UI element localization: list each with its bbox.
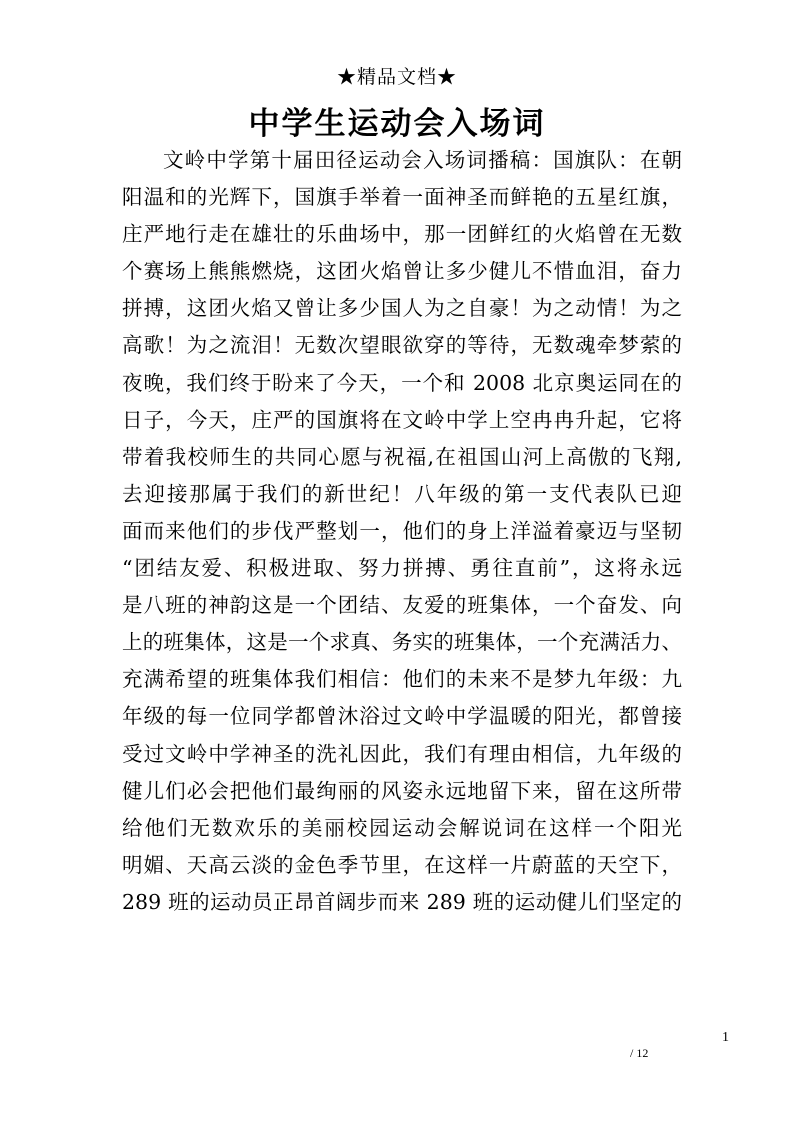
body-line: 高歌！为之流泪！无数次望眼欲穿的等待，无数魂牵梦萦的 bbox=[122, 333, 682, 358]
body-line: 受过文岭中学神圣的洗礼因此，我们有理由相信，九年级的 bbox=[122, 741, 682, 766]
body-line: 年级的每一位同学都曾沐浴过文岭中学温暖的阳光，都曾接 bbox=[122, 704, 682, 729]
body-line: 带着我校师生的共同心愿与祝福,在祖国山河上高傲的飞翔, bbox=[122, 444, 682, 469]
body-line: 文岭中学第十届田径运动会入场词播稿：国旗队：在朝 bbox=[163, 148, 682, 172]
body-line: 面而来他们的步伐严整划一，他们的身上洋溢着豪迈与坚韧 bbox=[122, 518, 682, 543]
body-line: 是八班的神韵这是一个团结、友爱的班集体，一个奋发、向 bbox=[122, 593, 682, 618]
body-line: 庄严地行走在雄壮的乐曲场中，那一团鲜红的火焰曾在无数 bbox=[122, 222, 682, 247]
body-line: 夜晚，我们终于盼来了今天，一个和 2008 北京奥运同在的 bbox=[122, 370, 682, 395]
body-line: 健儿们必会把他们最绚丽的风姿永远地留下来，留在这所带 bbox=[122, 778, 682, 803]
body-line: 拼搏，这团火焰又曾让多少国人为之自豪！为之动情！为之 bbox=[122, 296, 682, 321]
document-header: ★精品文档★ bbox=[336, 66, 457, 88]
page-number: 1 bbox=[722, 1030, 729, 1045]
body-line: 日子，今天，庄严的国旗将在文岭中学上空冉冉升起，它将 bbox=[122, 407, 682, 432]
body-line: 阳温和的光辉下，国旗手举着一面神圣而鲜艳的五星红旗， bbox=[122, 185, 682, 210]
body-line: 充满希望的班集体我们相信：他们的未来不是梦九年级：九 bbox=[122, 667, 682, 692]
body-line: 去迎接那属于我们的新世纪！八年级的第一支代表队已迎 bbox=[122, 481, 682, 506]
body-text bbox=[122, 142, 682, 921]
body-line: “团结友爱、积极进取、努力拼搏、勇往直前”，这将永远 bbox=[122, 556, 682, 581]
body-line: 289 班的运动员正昂首阔步而来 289 班的运动健儿们坚定的 bbox=[122, 889, 682, 914]
page-total: / 12 bbox=[630, 1046, 649, 1060]
body-line: 明媚、天高云淡的金色季节里，在这样一片蔚蓝的天空下， bbox=[122, 852, 682, 877]
body-line: 个赛场上熊熊燃烧，这团火焰曾让多少健儿不惜血泪，奋力 bbox=[122, 259, 682, 284]
body-line: 给他们无数欢乐的美丽校园运动会解说词在这样一个阳光 bbox=[122, 815, 682, 840]
document-title: 中学生运动会入场词 bbox=[248, 106, 546, 142]
body-line: 上的班集体，这是一个求真、务实的班集体，一个充满活力、 bbox=[122, 630, 682, 655]
